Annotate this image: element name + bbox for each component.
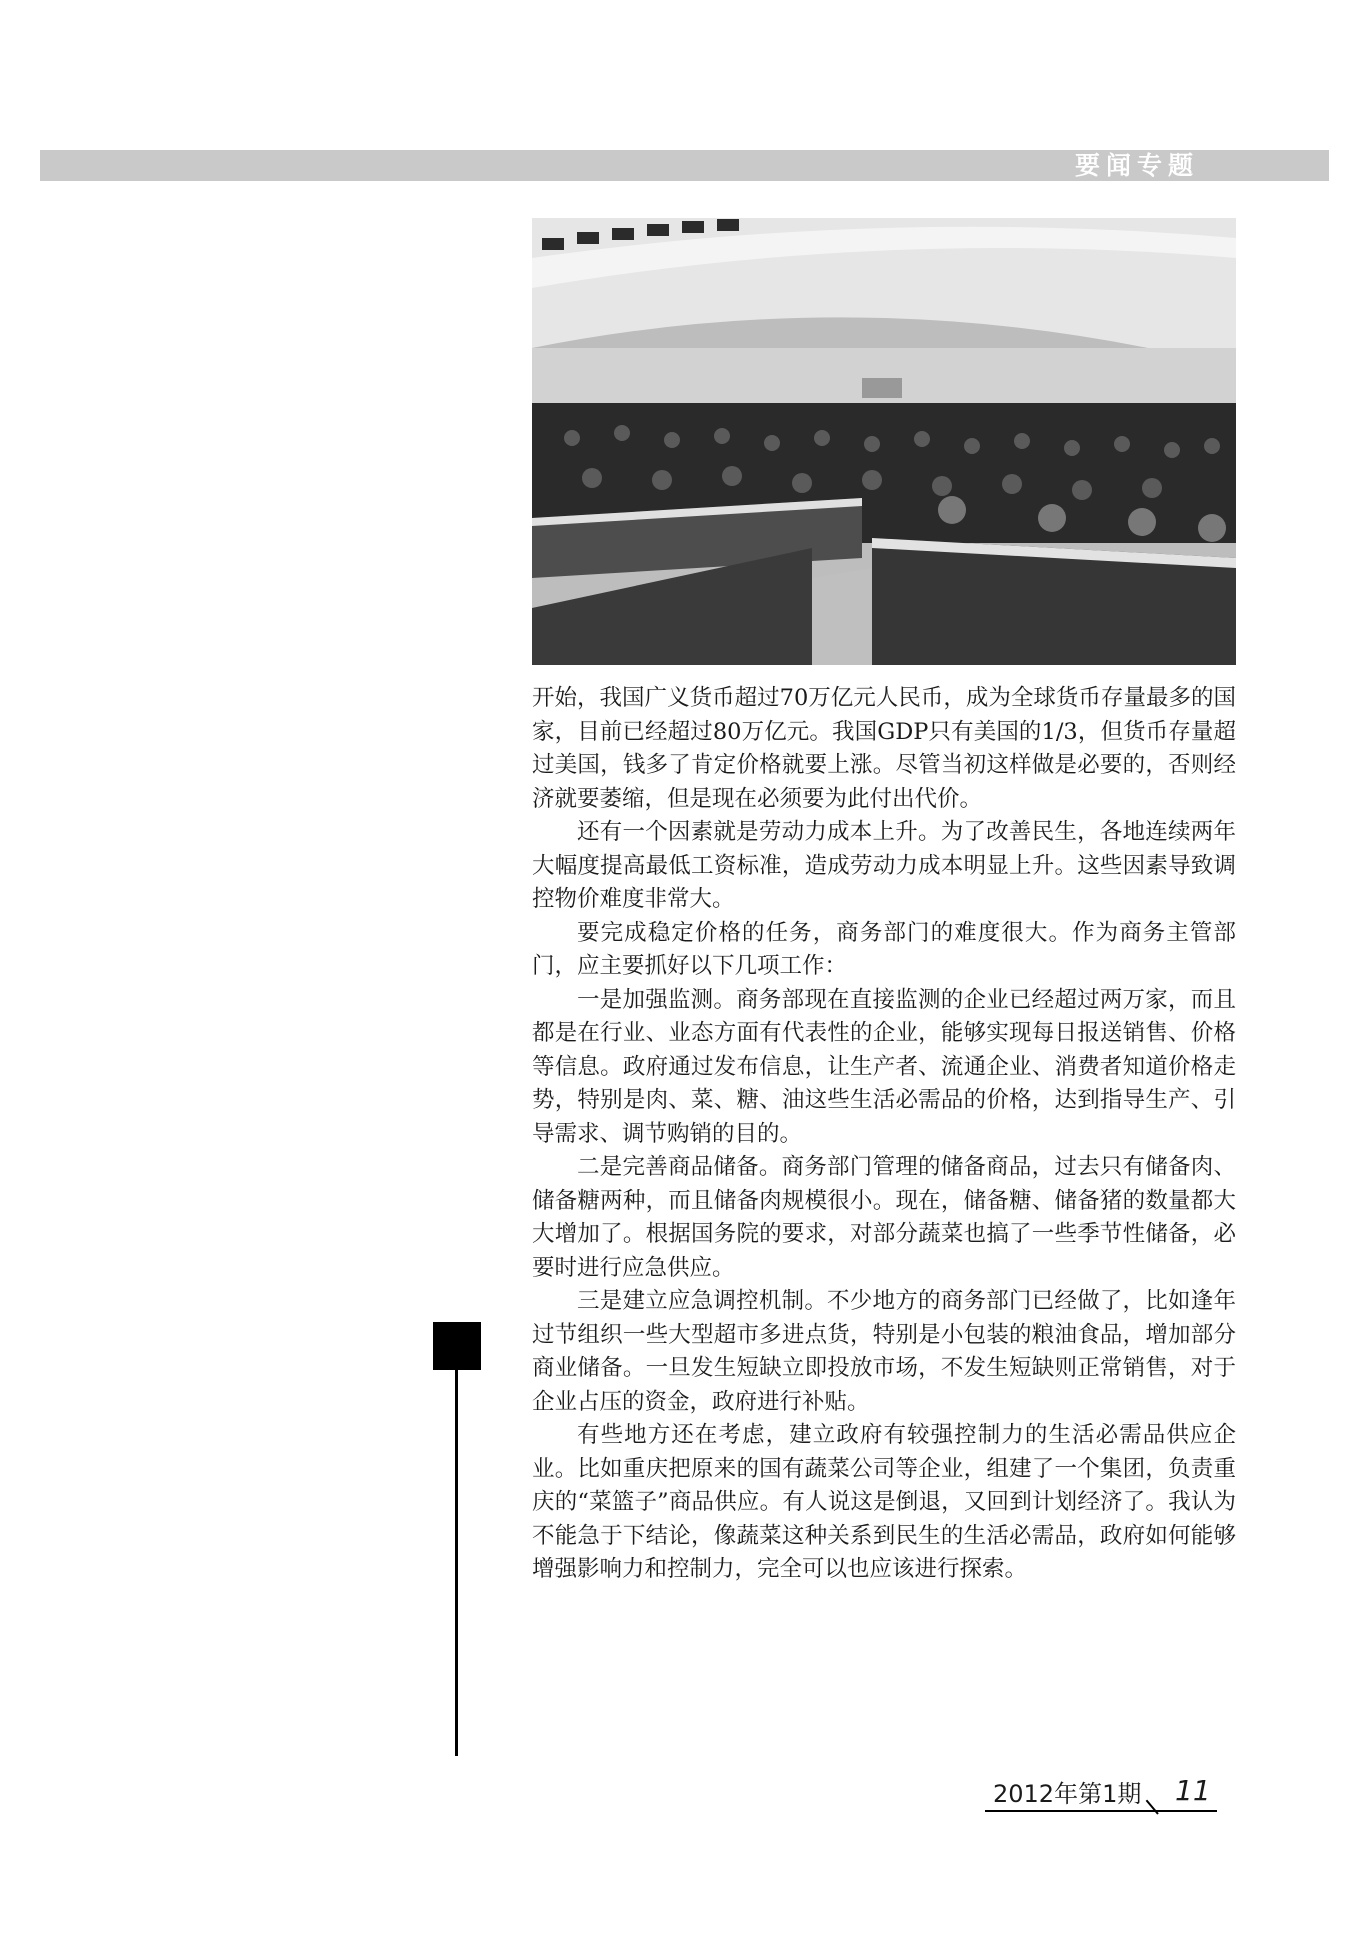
photo-illustration [532, 218, 1236, 665]
footer-notch [1146, 1800, 1159, 1815]
decorative-square [433, 1322, 481, 1370]
paragraph: 还有一个因素就是劳动力成本上升。为了改善民生，各地连续两年大幅度提高最低工资标准，造成劳动力成本明显上升。这些因素导致调控物价难度非常大。 [532, 819, 1236, 912]
paragraph: 二是完善商品储备。商务部门管理的储备商品，过去只有储备肉、储备糖两种，而且储备肉规模很小。现在，储备糖、储备猪的数量都大大增加了。根据国务院的要求，对部分蔬菜也搞了一些季节性储备，必要时进行应急供应。 [532, 1154, 1236, 1281]
section-title: 要闻专题 [1074, 151, 1199, 180]
footer-rule [985, 1810, 1217, 1812]
paragraph: 开始，我国广义货币超过70万亿元人民币，成为全球货币存量最多的国家，目前已经超过80万亿元。我国GDP只有美国的1/3，但货币存量超过美国，钱多了肯定价格就要上涨。尽管当初这样做是必要的，否则经济就要萎缩，但是现在必须要为此付出代价。 [532, 685, 1236, 812]
conference-hall-photo [532, 218, 1236, 665]
paragraph: 要完成稳定价格的任务，商务部门的难度很大。作为商务主管部门，应主要抓好以下几项工作： [532, 919, 1236, 979]
page-number: 11 [1175, 1774, 1211, 1807]
decorative-vertical-line [455, 1370, 458, 1756]
paragraph: 有些地方还在考虑，建立政府有较强控制力的生活必需品供应企业。比如重庆把原来的国有蔬菜公司等企业，组建了一个集团，负责重庆的“菜篮子”商品供应。有人说这是倒退，又回到计划经济了。我认为不能急于下结论，像蔬菜这种关系到民生的生活必需品，政府如何能够增强影响力和控制力，完全可以也应该进行探索。 [532, 1422, 1236, 1582]
paragraph: 一是加强监测。商务部现在直接监测的企业已经超过两万家，而且都是在行业、业态方面有代表性的企业，能够实现每日报送销售、价格等信息。政府通过发布信息，让生产者、流通企业、消费者知道价格走势，特别是肉、菜、糖、油这些生活必需品的价格，达到指导生产、引导需求、调节购销的目的。 [532, 986, 1236, 1147]
page-footer [985, 1772, 1217, 1812]
article-body [532, 682, 1236, 1587]
header-band [40, 150, 1329, 181]
paragraph: 三是建立应急调控机制。不少地方的商务部门已经做了，比如逢年过节组织一些大型超市多进点货，特别是小包装的粮油食品，增加部分商业储备。一旦发生短缺立即投放市场，不发生短缺则正常销售，对于企业占压的资金，政府进行补贴。 [532, 1288, 1236, 1415]
issue-label: 2012年第1期 [993, 1780, 1142, 1808]
